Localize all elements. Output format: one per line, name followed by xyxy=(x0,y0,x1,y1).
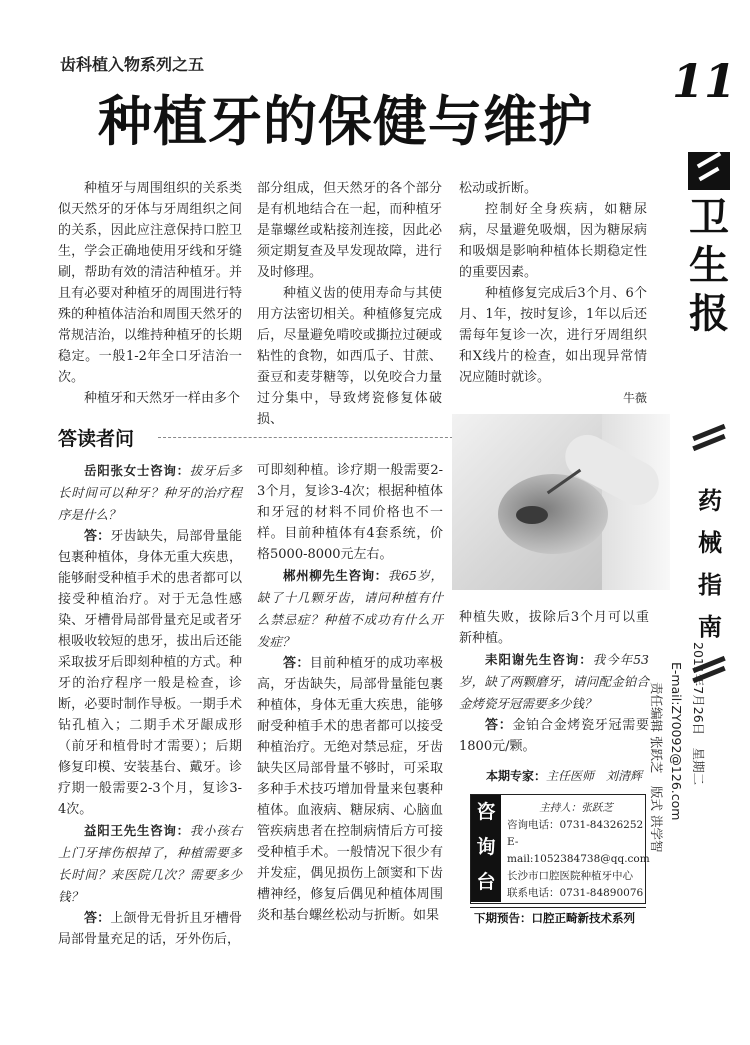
question-text: 我65岁，缺了十几颗牙齿，请问种植有什么禁忌症？种植不成功有什么开发症？ xyxy=(257,568,443,649)
answer xyxy=(58,908,242,950)
next-issue-preview: 下期预告：口腔正畸新技术系列 xyxy=(470,907,646,929)
issue-date: 2011年7月26日 星期二 xyxy=(691,642,706,786)
article-column-2 xyxy=(257,178,442,430)
consult-host: 主持人：张跃芝 xyxy=(539,802,613,814)
expert-label: 本期专家： xyxy=(486,769,547,783)
answer xyxy=(257,653,443,926)
answer-label: 答： xyxy=(485,718,513,733)
answer-label: 答： xyxy=(84,529,111,544)
article-column-3 xyxy=(459,178,647,409)
question-asker: 郴州柳先生咨询： xyxy=(283,568,388,583)
answer-label: 答： xyxy=(283,656,310,671)
qa-section-header xyxy=(58,424,458,450)
question xyxy=(257,565,443,653)
double-slash-icon xyxy=(690,424,728,450)
consult-email: E-mail:1052384738@qq.com xyxy=(507,836,650,865)
answer-text: 金铂合金烤瓷牙冠需要1800元/颗。 xyxy=(459,718,649,754)
article-column-1 xyxy=(58,178,242,409)
article-paragraph: 种植义齿的使用寿命与其使用方法密切相关。种植修复完成后，尽量避免啃咬或撕拉过硬或粘性的食物，如西瓜子、甘蔗、蚕豆和麦芽糖等，以免咬合力量过分集中，导致烤瓷修复体破损、 xyxy=(257,286,442,427)
page-number: 11 xyxy=(672,54,737,108)
consult-details xyxy=(507,800,650,902)
expert-credit xyxy=(486,767,642,784)
consult-box xyxy=(470,794,650,904)
question xyxy=(459,649,649,715)
question-asker: 耒阳谢先生咨询： xyxy=(485,652,593,667)
editor-credits: 责任编辑 张跃芝 版式 洪学智 xyxy=(649,682,664,853)
question-asker: 岳阳张女士咨询： xyxy=(84,463,190,478)
contact-email: E-mail:ZY0092@126.com xyxy=(669,662,684,821)
qa-column-1 xyxy=(58,460,242,950)
answer-text: 目前种植牙的成功率极高，牙齿缺失，局部骨量能包裹种植体，身体无重大疾患，能够耐受种植手术的患者都可以接受种植治疗。无绝对禁忌症，牙齿缺失区局部骨量不够时，可采取多种手术技巧增加骨量来包裹种植体。血液病、糖尿病、心脑血管疾病患者在控制病情后方可接受种植手术。一般情况下很少有并发症，偶见损伤上颌窦和下齿槽神经，修复后偶见种植体周围炎和基台螺丝松动与折断。如果 xyxy=(257,656,443,923)
answer-text: 上颌骨无骨折且牙槽骨局部骨量充足的话，牙外伤后， xyxy=(58,911,242,947)
answer-text: 牙齿缺失，局部骨量能包裹种植体，身体无重大疾患，能够耐受种植手术的患者都可以接受种植治疗。对于无急性感染、牙槽骨局部骨量充足或者牙根吸收较短的患牙，拔出后还能采取拔牙后即刻种植的方式。种牙的治疗程序一般是检查，诊断，必要时制作导板。一期手术钻孔植入；二期手术牙龈成形（前牙和植骨时才需要）；后期修复印模、安装基台、戴牙。诊疗期一般需要2-3个月，复诊3-4次。 xyxy=(58,529,242,817)
answer xyxy=(459,715,649,757)
qa-column-3 xyxy=(459,607,649,757)
article-paragraph: 种植牙与周围组织的关系类似天然牙的牙体与牙周组织之间的关系，因此应注意保持口腔卫生，学会正确地使用牙线和牙缝刷，帮助有效的清洁种植牙。并且有必要对种植牙的周围进行特殊的种植体洁治和周围天然牙的常规洁治，以维持种植牙的长期稳定。一般1-2年全口牙洁治一次。 xyxy=(58,181,242,385)
question-text: 拔牙后多长时间可以种牙？种牙的治疗程序是什么？ xyxy=(58,463,242,522)
question-text: 我小孩右上门牙摔伤根掉了，种植需要多长时间？来医院几次？需要多少钱？ xyxy=(58,823,242,904)
answer-continued: 可即刻种植。诊疗期一般需要2-3个月，复诊3-4次；根据种植体和牙冠的材料不同价格也不一样。目前种植体有4套系统，价格5000-8000元左右。 xyxy=(257,463,443,562)
qa-column-2 xyxy=(257,460,443,926)
article-paragraph: 部分组成，但天然牙的各个部分是有机地结合在一起，而种植牙是靠螺丝或粘接剂连接，因此必须定期复查及早发现故障，进行及时修理。 xyxy=(257,181,442,280)
patient-mouth xyxy=(516,506,548,524)
answer xyxy=(58,526,242,820)
question-text: 我今年53岁，缺了两颗磨牙，请问配金铂合金烤瓷牙冠需要多少钱？ xyxy=(459,652,649,711)
consult-org: 长沙市口腔医院种植牙中心 xyxy=(507,870,633,882)
article-paragraph: 控制好全身疾病，如糖尿病，尽量避免吸烟，因为糖尿病和吸烟是影响种植体长期稳定性的重要因素。 xyxy=(459,202,647,280)
article-paragraph: 种植修复完成后3个月、6个月、1年，按时复诊，1年以后还需每年复诊一次，进行牙周组织和X线片的检查，如出现异常情况应随时就诊。 xyxy=(459,286,647,385)
series-label: 齿科植入物系列之五 xyxy=(60,55,205,74)
consult-badge: 咨询台 xyxy=(471,795,501,902)
answer-continued: 种植失败，拔除后3个月可以重新种植。 xyxy=(459,610,649,646)
question-asker: 益阳王先生咨询： xyxy=(84,823,190,838)
consult-phone: 咨询电话：0731-84326252 xyxy=(507,819,644,831)
article-author: 牛薇 xyxy=(622,391,647,405)
page-title: 种植牙的保健与维护 xyxy=(98,89,593,153)
question xyxy=(58,460,242,526)
qa-section-title: 答读者问 xyxy=(58,428,140,450)
divider xyxy=(158,437,458,438)
question xyxy=(58,820,242,908)
expert-name: 主任医师 刘清辉 xyxy=(546,769,643,783)
newspaper-logo-icon xyxy=(688,152,730,190)
dental-patient-photo xyxy=(452,414,670,590)
answer-label: 答： xyxy=(84,911,111,926)
consult-contact: 联系电话：0731-84890076 xyxy=(507,887,644,899)
article-paragraph: 松动或折断。 xyxy=(459,181,538,196)
article-paragraph: 种植牙和天然牙一样由多个 xyxy=(84,391,241,406)
section-name: 药械指南 xyxy=(698,487,722,641)
newspaper-name: 卫生报 xyxy=(689,194,729,337)
